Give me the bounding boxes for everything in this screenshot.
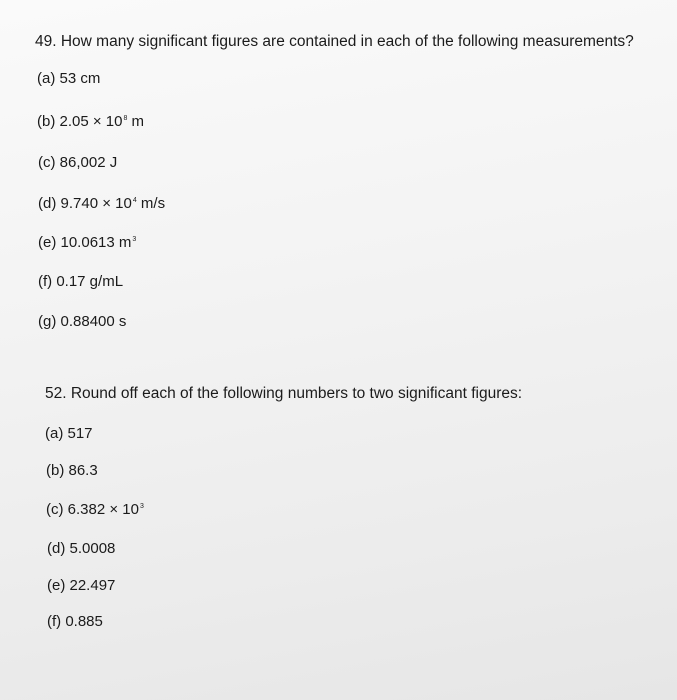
q52-item-c-exponent: 3 <box>139 503 144 510</box>
q49-item-d-exponent: 4 <box>132 197 137 204</box>
q52-item-c-text: (c) 6.382 × 10 <box>46 501 139 518</box>
q49-item-b-text: (b) 2.05 × 10 <box>37 113 123 130</box>
question-49-title: 49. How many significant figures are contained in each of the following measurements? <box>35 33 634 50</box>
q52-item-b <box>46 462 98 480</box>
q52-item-d-text: (d) 5.0008 <box>47 540 116 557</box>
q49-item-b-exponent: 8 <box>123 115 128 122</box>
q49-item-f <box>38 273 123 291</box>
q49-item-g <box>38 313 126 331</box>
q49-item-e-text: (e) 10.0613 m <box>38 234 132 251</box>
q49-item-c <box>38 154 117 172</box>
q49-item-a <box>37 70 100 88</box>
q49-item-g-text: (g) 0.88400 s <box>38 313 127 330</box>
q52-item-c <box>46 501 144 519</box>
q49-item-d-unit: m/s <box>136 195 166 212</box>
question-52-title: 52. Round off each of the following numbers to two significant figures: <box>45 385 523 402</box>
q49-item-c-text: (c) 86,002 J <box>38 154 118 171</box>
q49-item-d <box>38 195 165 213</box>
q49-item-a-text: (a) 53 cm <box>37 70 101 87</box>
q52-item-a-text: (a) 517 <box>45 425 93 442</box>
q52-item-f <box>47 613 103 631</box>
q52-item-d <box>47 540 115 558</box>
q52-item-b-text: (b) 86.3 <box>46 462 98 479</box>
q49-item-e-exponent: 3 <box>132 236 137 243</box>
q49-item-b-unit: m <box>127 113 145 130</box>
q49-item-b <box>37 113 144 131</box>
q49-item-f-text: (f) 0.17 g/mL <box>38 273 124 290</box>
q52-item-e-text: (e) 22.497 <box>47 577 116 594</box>
q52-item-a <box>45 425 93 443</box>
q52-item-e <box>47 577 115 595</box>
q52-item-f-text: (f) 0.885 <box>47 613 103 630</box>
q49-item-e <box>38 234 136 252</box>
q49-item-d-text: (d) 9.740 × 10 <box>38 195 132 212</box>
